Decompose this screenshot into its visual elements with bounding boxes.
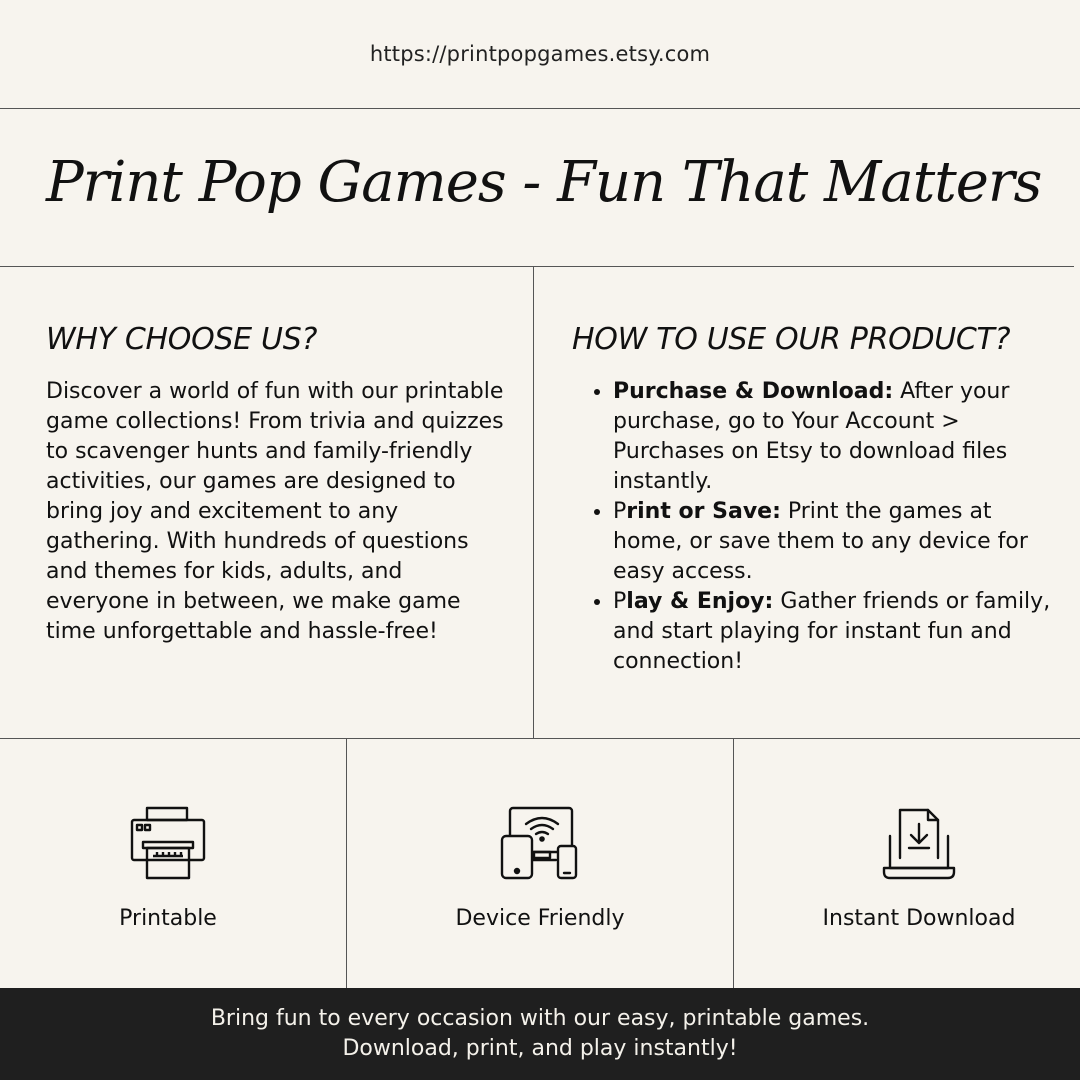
feature-label: Device Friendly: [455, 906, 625, 931]
feature-device-friendly: [347, 740, 733, 988]
why-text: Discover a world of fun with our printable game collections! From trivia and quizzes to scavenger hunts and family-friendly activities, our games are designed to bring joy and excitement to any gathering. With hundreds of questions and themes for kids, adults, and everyone in between, we make game time unforgettable and hassle-free!: [46, 379, 504, 644]
how-heading: HOW TO USE OUR PRODUCT?: [572, 322, 1011, 357]
divider-features: [0, 738, 1080, 739]
step-item: [613, 497, 1052, 587]
feature-label: Instant Download: [822, 906, 1016, 931]
step-item: [613, 587, 1052, 677]
feature-instant-download: [734, 740, 1080, 988]
step-lead: P: [613, 499, 627, 524]
divider-columns: [533, 266, 534, 738]
feature-printable: [0, 740, 336, 988]
divider-title: [0, 266, 1074, 267]
devices-icon: [500, 806, 580, 882]
step-text: Gather friends or family, and start playing for instant fun and connection!: [613, 589, 1051, 674]
step-item: [613, 377, 1052, 497]
why-heading: WHY CHOOSE US?: [46, 322, 318, 357]
step-text: Print the games at home, or save them to any device for easy access.: [613, 499, 1028, 584]
step-text: After your purchase, go to Your Account > Purchases on Etsy to download files instantly.: [613, 379, 1010, 494]
printer-icon: [129, 806, 207, 882]
footer-line-1: Bring fun to every occasion with our easy, printable games.: [210, 1006, 870, 1031]
page-title: Print Pop Games - Fun That Matters: [46, 150, 1042, 215]
step-title: lay & Enjoy:: [626, 589, 774, 614]
footer-line-2: Download, print, and play instantly!: [342, 1036, 738, 1061]
laptop-download-icon: [882, 806, 956, 882]
footer-banner: [0, 988, 1080, 1080]
how-steps: [572, 377, 1052, 677]
step-lead: P: [613, 589, 627, 614]
step-title: urchase & Download:: [629, 379, 894, 404]
feature-label: Printable: [119, 906, 217, 931]
divider-top: [0, 108, 1080, 109]
store-url[interactable]: https://printpopgames.etsy.com: [369, 42, 711, 66]
step-lead: P: [613, 379, 630, 404]
step-title: rint or Save:: [626, 499, 781, 524]
